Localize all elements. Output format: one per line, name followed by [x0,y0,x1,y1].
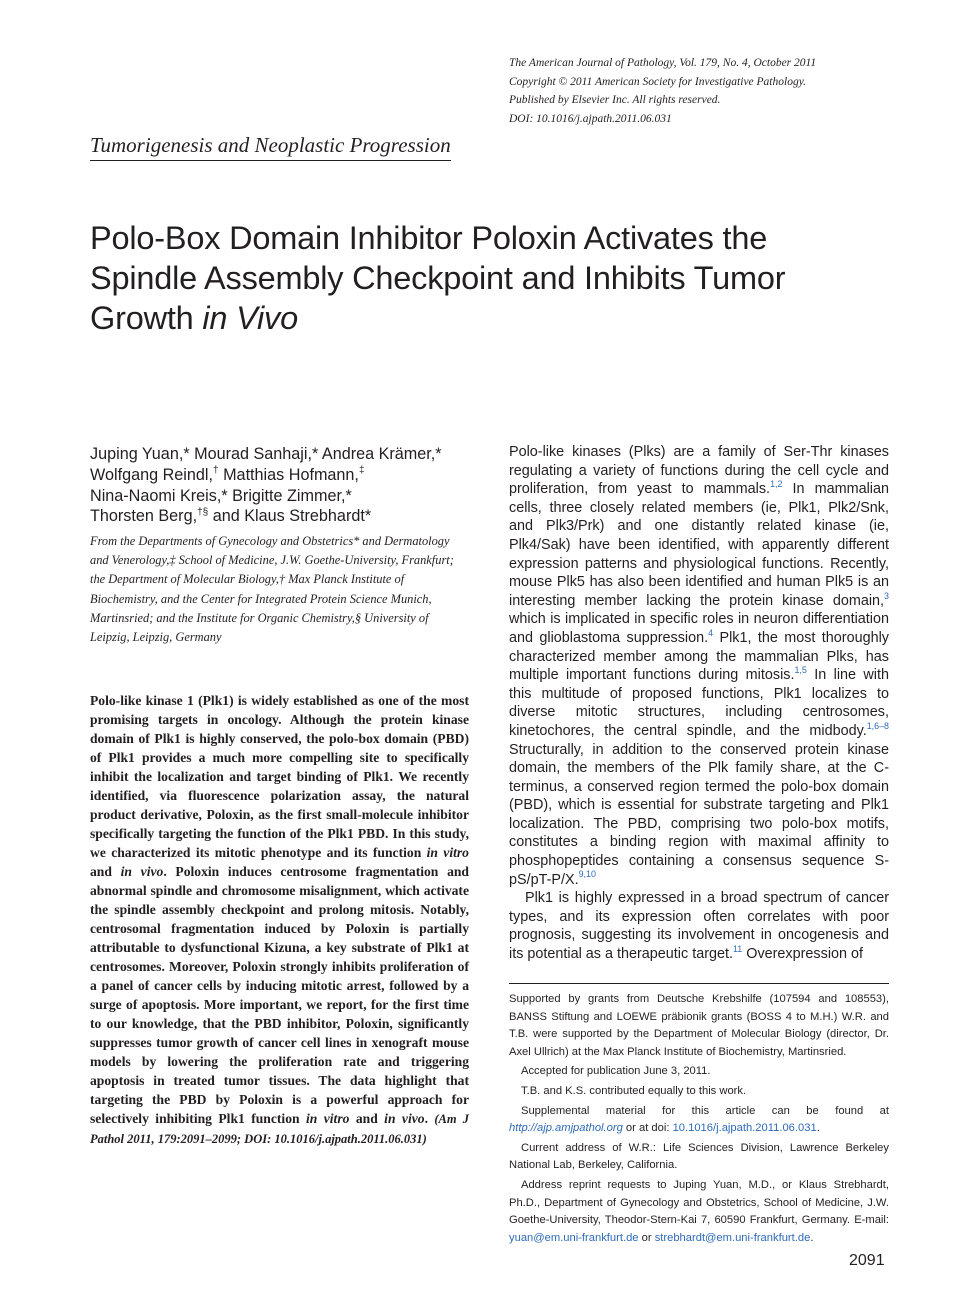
body-text: Polo-like kinases (Plks) are a family of Ser-Thr kinases regulating a variety of functions during the cell cycle and proliferation, from yeast to mammals. [509,444,889,498]
body-text: Overexpression of [742,946,864,963]
section-heading: Tumorigenesis and Neoplastic Progression [90,133,451,161]
footnote-equal-contribution: T.B. and K.S. contributed equally to this work. [521,1084,747,1097]
affiliation-mark: †§ [197,506,209,518]
abstract-italic: in vitro [426,845,469,860]
reference-link[interactable]: 1,5 [794,664,807,675]
reference-link[interactable]: 1,6–8 [866,720,889,731]
journal-doi: DOI: 10.1016/j.ajpath.2011.06.031 [509,112,672,125]
body-text: Structurally, in addition to the conserved protein kinase domain, the members of the Plk family share, at the C-terminus, a conserved region termed the polo-box domain (PBD), which is essential for substrate targeting and Plk1 localization. The PBD, comprising two polo-box motifs, constitutes a binding region with maximal affinity to phosphopeptides containing a consensus sequence S-pS/pT-P/X. [509,741,889,888]
author-name: Matthias Hofmann, [218,465,359,484]
body-text: Plk1 is highly expressed in a broad spectrum of cancer types, and its expression often correlates with poor prognosis, suggesting its involvement in oncogenesis and its potential as a therapeutic target. [509,890,889,963]
abstract-citation: (Am J Pathol 2011, 179:2091–2099; DOI: 10.1016/j.ajpath.2011.06.031) [90,1112,469,1146]
article-title [90,218,890,338]
reference-link[interactable]: 1,2 [770,478,783,489]
author-name: and Klaus Strebhardt* [208,507,372,526]
footnote-text: Supplemental material for this article can be found at [521,1104,889,1117]
doi-link[interactable]: 10.1016/j.ajpath.2011.06.031 [672,1122,817,1135]
abstract-italic: in vitro [305,1111,350,1126]
introduction [509,443,889,964]
body-text: In line with this multitude of proposed functions, Plk1 localizes to diverse mitotic structures, including centrosomes, kinetochores, the central spindle, and the midbody. [509,667,889,739]
journal-citation: The American Journal of Pathology, Vol. 179, No. 4, October 2011 [509,57,817,69]
reference-link[interactable]: 3 [884,590,889,601]
abstract-text: . Poloxin induces centrosome fragmentation and abnormal spindle and chromosome misalignment, which activate the spindle assembly checkpoint and prolong mitosis. Notably, centrosomal fragmentation induced by Poloxin is partially attributable to dysfunctional Kizuna, a key substrate of Plk1 at centrosomes. Moreover, Poloxin strongly inhibits proliferation of a panel of cancer cells by inducing mitotic arrest, followed by a surge of apoptosis. More important, we report, for the first time to our knowledge, that the PBD inhibitor, Poloxin, significantly suppresses tumor growth of cancer cell lines in xenograft mouse models by lowering the proliferation rate and triggering apoptosis in treated tumor tissues. The data highlight that targeting the PBD by Poloxin is a powerful approach for selectively inhibiting Plk1 function [90,864,469,1126]
title-line: Spindle Assembly Checkpoint and Inhibits Tumor [90,260,786,296]
footnote-current-address: Current address of W.R.: Life Sciences Division, Lawrence Berkeley National Lab, Berkeley, California. [509,1141,889,1172]
footnote-text: . [810,1231,814,1244]
affiliations: From the Departments of Gynecology and Obstetrics* and Dermatology and Venerology,‡ School of Medicine, J.W. Goethe-University, Frankfurt; the Department of Molecular Biology,† Max Planck Institute of Biochemistry, and the Center for Integrated Protein Science Munich, Martinsried; and the Institute for Organic Chemistry,§ University of Leipzig, Leipzig, Germany [90,534,454,645]
footnote-accepted: Accepted for publication June 3, 2011. [521,1065,711,1078]
abstract-text: . [424,1111,435,1126]
title-italic: in Vivo [202,300,298,336]
journal-publisher: Published by Elsevier Inc. All rights reserved. [509,94,721,107]
author-line: Juping Yuan,* Mourad Sanhaji,* Andrea Krämer,* [90,445,442,463]
author-name: Wolfgang Reindl, [90,465,213,484]
journal-copyright: Copyright © 2011 American Society for Investigative Pathology. [509,75,807,88]
paragraph [509,443,889,889]
abstract-text: and [90,864,121,879]
title-line [90,298,890,338]
affiliation-mark: † [212,464,219,476]
body-text: Plk1, the most thoroughly characterized member among the mammalian Plks, has multiple important functions during mitosis. [509,629,889,684]
footnote-divider [509,983,889,984]
journal-header [509,54,929,128]
abstract-italic: in vivo [384,1111,425,1126]
email-link[interactable]: yuan@em.uni-frankfurt.de [509,1231,639,1244]
reference-link[interactable]: 4 [708,627,714,638]
page-number: 2091 [849,1252,885,1269]
footnote-text: Address reprint requests to Juping Yuan, M.D., or Klaus Strebhardt, Ph.D., Department of Gynecology and Obstetrics, School of Medicine, J.W. Goethe-University, Theodor-Stern-Kai 7, 60590 Frankfurt, Germany. E-mail: [509,1178,889,1227]
title-text: Growth [90,300,203,336]
reference-link[interactable]: 9,10 [578,869,596,880]
author-line [90,465,480,486]
author-name: Thorsten Berg, [90,507,198,526]
body-text: In mammalian cells, three closely related members (ie, Plk1, Plk2/Snk, and Plk3/Prk) and one distantly related kinase (ie, Plk4/Sak) have been identified, with apparently different expression patterns and physiological functions. Recently, mouse Plk5 has also been identified and human Plk5 is an interesting member lacking the protein kinase domain, [509,481,889,609]
abstract [90,691,469,1149]
title-line: Polo-Box Domain Inhibitor Poloxin Activates the [90,220,768,256]
abstract-text: Polo-like kinase 1 (Plk1) is widely established as one of the most promising targets in oncology. Although the protein kinase domain of Plk1 is highly conserved, the polo-box domain (PBD) of Plk1 provides a much more compelling site to specifically inhibit the localization and target binding of Plk1. We recently identified, via fluorescence polarization assay, the natural product derivative, Poloxin, as the first small-molecule inhibitor specifically targeting the function of the Plk1 PBD. In this study, we characterized its mitotic phenotype and its function [90,693,469,860]
reference-link[interactable]: 11 [733,943,743,954]
footnote-text: or [638,1231,655,1244]
paragraph [509,889,889,963]
footnote-text: or at doi: [622,1122,673,1135]
author-line [90,506,480,527]
supplemental-link[interactable]: http://ajp.amjpathol.org [509,1122,623,1135]
abstract-text: and [349,1111,385,1126]
affiliation-mark: ‡ [358,464,365,476]
footnote-support: Supported by grants from Deutsche Krebshilfe (107594 and 108553), BANSS Stiftung and LOEWE präbionik grants (BOSS 4 to M.H.) W.R. and T.B. were supported by the Department of Molecular Biology (director, Dr. Axel Ullrich) at the Max Planck Institute of Biochemistry, Martinsried. [509,993,889,1058]
abstract-italic: in vivo [120,864,164,879]
body-text: which is implicated in specific roles in neuron differentiation and glioblastoma suppression. [509,611,889,646]
footnote-reprint [509,1177,889,1247]
author-list [90,444,480,527]
footnote-text: . [816,1122,820,1135]
footnote-supplemental [509,1103,889,1138]
footnotes [509,991,889,1249]
author-line: Nina-Naomi Kreis,* Brigitte Zimmer,* [90,486,352,505]
email-link[interactable]: strebhardt@em.uni-frankfurt.de [654,1231,811,1244]
